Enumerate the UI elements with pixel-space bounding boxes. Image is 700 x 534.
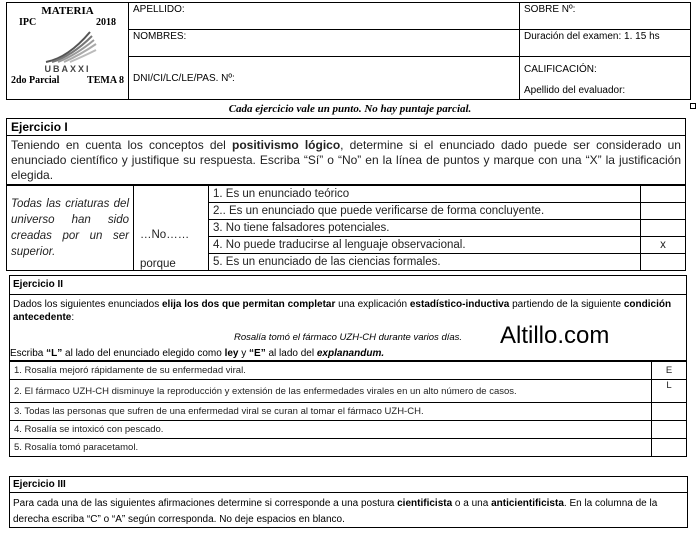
ejercicio2-instructions: Escriba “L” al lado del enunciado elegido como ley y “E” al lado del explanandum. (10, 348, 385, 359)
calificacion-label: CALIFICACIÓN: (524, 64, 597, 75)
e2-row-3: 3. Todas las personas que sufren de una enfermedad viral se curan al tomar el fármaco UZH-CH. (10, 403, 652, 421)
answer-cell[interactable] (134, 186, 209, 271)
parcial-label: 2do Parcial (11, 75, 60, 86)
dni-field[interactable]: DNI/CI/LC/LE/PAS. Nº: (129, 57, 520, 100)
ejercicio3-title: Ejercicio III (10, 477, 687, 493)
ejercicio3-box (9, 476, 688, 528)
e2-row-2-mark[interactable]: L (652, 380, 687, 403)
option-5-mark[interactable] (641, 254, 686, 271)
year-label: 2018 (96, 17, 116, 28)
e2-row-5-mark[interactable] (652, 439, 687, 457)
ejercicio2-title: Ejercicio II (10, 276, 686, 295)
option-4-mark[interactable]: x (641, 237, 686, 254)
option-5: 5. Es un enunciado de las ciencias formales. (209, 254, 641, 271)
porque-label: porque (140, 258, 176, 270)
ejercicio2-table (9, 361, 687, 457)
apellido-field[interactable]: APELLIDO: (129, 3, 520, 30)
option-4: 4. No puede traducirse al lenguaje observacional. (209, 237, 641, 254)
antecedent-text: Rosalía tomó el fármaco UZH-CH durante varios días. (233, 332, 463, 343)
ubaxxi-text: UBAXXI (44, 64, 91, 74)
tema-label: TEMA 8 (87, 75, 124, 86)
notice-text: Cada ejercicio vale un punto. No hay puntaje parcial. (228, 103, 472, 115)
e2-row-1-mark[interactable]: E (652, 362, 687, 380)
e2-row-3-mark[interactable] (652, 403, 687, 421)
logo-cell (7, 3, 129, 100)
altillo-watermark: Altillo.com (500, 322, 610, 349)
ejercicio1-text: Teniendo en cuenta los conceptos del positivismo lógico, determine si el enunciado dado puede ser considerado un enunciado científico y justifique su respuesta. Escriba “Sí” o “No” en la línea de puntos y marque con una “X” la justificación elegida. (11, 138, 681, 182)
option-2-mark[interactable] (641, 203, 686, 220)
option-3: 3. No tiene falsadores potenciales. (209, 220, 641, 237)
ipc-year (9, 17, 126, 28)
ejercicio1-statement: Todas las criaturas del universo han sido creadas por un ser superior. (7, 186, 134, 271)
ejercicio2-intro: Dados los siguientes enunciados elija los dos que permitan completar una explicación estadístico-inductiva partiendo de la siguiente condición antecedente: (13, 299, 672, 323)
sobre-field[interactable]: SOBRE Nº: (520, 3, 691, 30)
parcial-tema (9, 75, 126, 86)
e2-row-4-mark[interactable] (652, 421, 687, 439)
ejercicio1-box (6, 118, 686, 185)
e2-row-5: 5. Rosalía tomó paracetamol. (10, 439, 652, 457)
ejercicio1-title: Ejercicio I (7, 119, 685, 136)
ejercicio3-text: Para cada una de las siguientes afirmaciones determine si corresponde a una postura cientificista o a una anticientificista. En la columna de la derecha escriba “C” o “A” según corresponda. No deje espacios en blanco. (13, 498, 658, 525)
nombres-field[interactable]: NOMBRES: (129, 30, 520, 57)
ubaxxi-logo-icon (38, 30, 98, 64)
option-1: 1. Es un enunciado teórico (209, 186, 641, 203)
option-1-mark[interactable] (641, 186, 686, 203)
e2-row-1: 1. Rosalía mejoró rápidamente de su enfermedad viral. (10, 362, 652, 380)
calificacion-cell[interactable] (520, 57, 691, 100)
ipc-label: IPC (19, 17, 37, 28)
answer-value[interactable]: …No…… (140, 229, 190, 241)
evaluador-label: Apellido del evaluador: (524, 85, 626, 96)
corner-marker (690, 103, 696, 109)
exam-header (6, 2, 691, 100)
option-2: 2.. Es un enunciado que puede verificarse de forma concluyente. (209, 203, 641, 220)
materia-label: MATERIA (41, 5, 94, 17)
e2-row-4: 4. Rosalía se intoxicó con pescado. (10, 421, 652, 439)
duracion-cell: Duración del examen: 1. 15 hs (520, 30, 691, 57)
ejercicio1-options (6, 185, 686, 271)
e2-row-2: 2. El fármaco UZH-CH disminuye la reproducción y extensión de las enfermedades virales en un alto número de casos. (10, 380, 652, 403)
option-3-mark[interactable] (641, 220, 686, 237)
